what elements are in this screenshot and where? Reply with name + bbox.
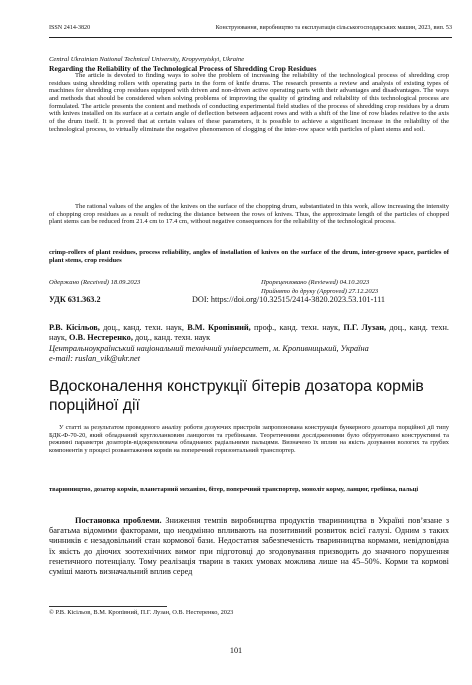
author-3-title: доц., канд. техн. наук, [49, 323, 449, 343]
email[interactable]: e-mail: ruslan_vik@ukr.net [49, 353, 141, 363]
copyright-note: © Р.В. Кісільов, В.М. Кропівний, П.Г. Лузан, О.В. Нестеренко, 2023 [49, 609, 234, 616]
journal-name: Конструювання, виробництво та експлуатація сільськогосподарських машин, 2023, вип. 53 [215, 25, 452, 31]
doi-link[interactable]: DOI: https://doi.org/10.32515/2414-3820.2023.53.101-111 [192, 295, 386, 304]
keywords-ua: тваринництво, дозатор кормів, планетарний механізм, бітер, поперечний транспортер, моноліт корму, ланцюг, гребінка, пальці [49, 486, 419, 493]
author-2-title: проф., канд. техн. наук, [250, 323, 344, 332]
affiliation: Центральноукраїнський національний технічний університет, м. Кропивницький, Україна [49, 343, 369, 353]
institution-en: Central Ukrainian National Technical University, Kropyvnytskyi, Ukraine [49, 56, 245, 63]
body-paragraph-text: Зниження темпів виробництва продуктів тваринництва в Україні пов’язане з багатьма відомими факторами, що неодмінно впливають на позитивний розвиток всієї галузі. Одним з таких чинників є незадовільний стан кормової бази. Недостатня забезпеченість тваринництва кормами, невідповідна їх якість до діючих зоотехнічних вимог при підготовці до згодовування призводить до значного порушення генетичного потенціалу. Тому реалізація тварин в таких умовах можлива лише на 45–50%. Корми та кормові суміші мають визначальний вплив серед [49, 516, 449, 577]
abstract-ua-text: У статті за результатом проведеного аналізу роботи дозуючих пристроїв запропонована конструкція бункерного дозатора порційної дії типу БДК-Ф-70-20, який обладнаний круглоланковим ланцюгом та гребінками. Теоретичними дослідженнями було обґрунтовано конструктивні та режимні параметри дозаторів-відокремлювача обладнаних радіальними пальцями. Визначено їх вплив на якість дозування вологих та грубих компонентів у процесі розвантаження кормів на поперечний горизонтальний транспортер. [49, 424, 449, 454]
approved-date: Прийнято до друку (Approved) 27.12.2023 [261, 287, 379, 295]
author-1-title: доц., канд. техн. наук, [99, 323, 188, 332]
authors-block [49, 323, 449, 364]
author-1-name: Р.В. Кісільов, [49, 323, 100, 332]
udk-code: УДК 631.363.2 [49, 295, 101, 304]
article-title: Вдосконалення конструкції бітерів дозатора кормів порційної дії [49, 378, 424, 414]
keywords-en-block [49, 249, 449, 264]
body-text [49, 516, 449, 577]
section-lead: Постановка проблеми. [75, 516, 162, 525]
keywords-en: crimp-rollers of plant residues, process reliability, angles of installation of knives on the surface of the drum, inter-groove space, particles of plant stems, crop residues [49, 249, 449, 264]
abstract-en-paragraph-1: The article is devoted to finding ways to solve the problem of increasing the reliability of the technological process of shredding crop residues using shredding rollers with operating parts in the form of knife drums. The research presents a review and analysis of existing types of machines for shredding crop residues equipped with driven and non-driven active operating parts with their advantages and disadvantages. The ways and methods that should be considered when solving problems of improving the quality of grinding and reliability of this technological process are formulated. The article presents the content and methods of conducting experimental field studies of the process of shredding crop residues by a drum with knives installed on its surface at a certain angle of deflection between adjacent rows and with a shift of the line of row blades relative to the axis of the drum itself. It is proved that at certain values of these parameters, it is possible to achieve a significant increase in the reliability of the technological process, to virtually eliminate the negative phenomenon of clogging of the inter-row space with particles of plant stems and soil. [49, 72, 449, 133]
received-date: Одержано (Received) 18.09.2023 [49, 279, 141, 286]
body-paragraph [49, 516, 449, 577]
abstract-ua [49, 424, 449, 454]
abstract-en-2 [49, 203, 449, 226]
abstract-en [49, 72, 449, 133]
author-4-name: О.В. Нестеренко, [69, 333, 133, 343]
running-header [49, 25, 452, 38]
page-number: 101 [229, 646, 243, 655]
footnote-rule [49, 606, 167, 607]
author-3-name: П.Г. Лузан, [343, 323, 387, 332]
abstract-en-paragraph-2: The rational values of the angles of the knives on the surface of the chopping drum, substantiated in this work, allow increasing the intensity of chopping crop residues as a result of reducing the distance between the rows of knives. Thus, the approximate length of the particles of chopped plant stems can be reduced from 21.4 cm to 17.4 cm, without negative consequences for the reliability of the technological process. [49, 203, 449, 226]
issn-label: ISSN 2414-3820 [49, 25, 91, 31]
reviewed-approved-dates [261, 279, 378, 296]
author-4-title: доц., канд. техн. наук [132, 333, 211, 343]
author-2-name: В.М. Кропівний, [187, 323, 251, 332]
title-en: Regarding the Reliability of the Technological Process of Shredding Crop Residues [49, 64, 317, 73]
reviewed-date: Прорецензовано (Reviewed) 04.10.2023 [261, 279, 370, 286]
